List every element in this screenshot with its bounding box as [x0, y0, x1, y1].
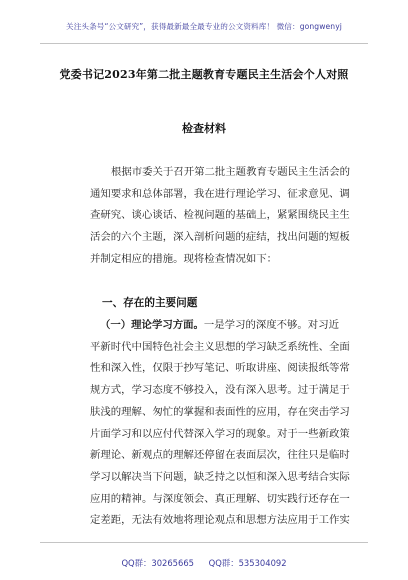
subsection-line: 新理论、新观点的理解还停留在表面层次，往往只是临时 [90, 449, 350, 462]
subsection-line: 片面学习和以应付代替深入学习的现象。对于一些新政策 [90, 427, 350, 440]
intro-line: 通知要求和总体部署，我在进行理论学习、征求意见、调 [90, 187, 350, 200]
subsection-first-line-text: 一是学习的深度不够。对习近 [203, 319, 339, 331]
footer-divider [40, 542, 368, 543]
header-banner: 关注头条号“公文研究”，获得最新最全最专业的公文资料库！ 微信：gongwenyj [66, 22, 342, 31]
footer [0, 557, 408, 569]
document-title: 党委书记2023年第二批主题教育专题民主生活会个人对照 [59, 68, 349, 81]
document-subtitle: 检查材料 [182, 122, 226, 135]
subsection-paragraph [90, 315, 350, 532]
subsection-line: 规方式，学习态度不够投入，没有深入思考。过于满足于 [90, 384, 350, 397]
footer-qq-group-1: QQ群：30265665 [121, 558, 194, 568]
intro-paragraph [90, 162, 350, 271]
subsection-line: 定差距，无法有效地将理论观点和思想方法应用于工作实 [90, 514, 350, 527]
subsection-line: 应用的精神。与深度领会、真正理解、切实践行还存在一 [90, 492, 350, 505]
subsection-line: 性和深入性，仅限于抄写笔记、听取讲座、阅读报纸等常 [90, 362, 350, 375]
subsection-label: （一）理论学习方面。 [100, 319, 204, 331]
section-heading: 一、存在的主要问题 [102, 297, 198, 309]
subsection-line: 平新时代中国特色社会主义思想的学习缺乏系统性、全面 [90, 340, 350, 353]
footer-qq-group-2: QQ群：535304092 [208, 558, 287, 568]
subsection-first-line [90, 315, 339, 337]
intro-line: 查研究、谈心谈话、检视问题的基础上，紧紧围绕民主生 [90, 209, 350, 222]
intro-line: 根据市委关于召开第二批主题教育专题民主生活会的 [111, 166, 350, 178]
subsection-line: 肤浅的理解、匆忙的掌握和表面性的应用，存在突击学习 [90, 405, 350, 418]
subsection-line: 学习以解决当下问题，缺乏持之以恒和深入思考结合实际 [90, 470, 350, 483]
intro-line: 并制定相应的措施。现将检查情况如下： [90, 252, 278, 265]
header-divider [40, 43, 368, 44]
intro-line: 活会的六个主题，深入剖析问题的症结，找出问题的短板 [90, 231, 350, 244]
